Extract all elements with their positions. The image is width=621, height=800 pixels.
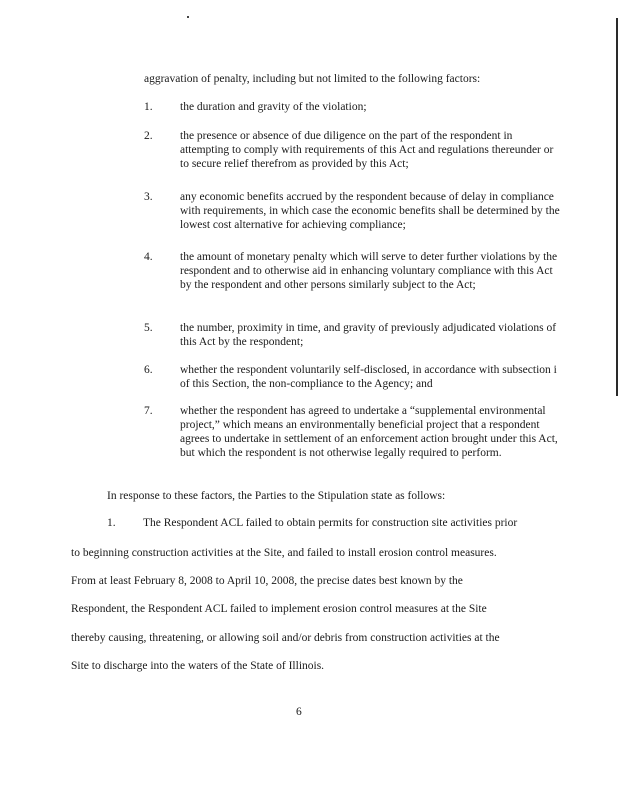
factor-number: 5. <box>144 322 153 334</box>
factor-text: whether the respondent has agreed to undertake a “supplemental environmental project,” which means an environmentally beneficial project that a respondent agrees to undertake in settlement of an enforcement action brought under this Act, but which the respondent is not otherwise legally required to perform. <box>180 405 558 459</box>
scan-speck <box>187 16 189 18</box>
paragraph-line: thereby causing, threatening, or allowing soil and/or debris from construction activities at the <box>71 632 500 644</box>
response-intro: In response to these factors, the Parties to the Stipulation state as follows: <box>107 490 446 502</box>
factor-text: whether the respondent voluntarily self-disclosed, in accordance with subsection i of this Section, the non-compliance to the Agency; and <box>180 364 557 390</box>
paragraph-line: Respondent, the Respondent ACL failed to implement erosion control measures at the Site <box>71 603 487 615</box>
intro-text: aggravation of penalty, including but not limited to the following factors: <box>144 73 481 85</box>
factor-number: 1. <box>144 101 153 113</box>
paragraph-line: Site to discharge into the waters of the State of Illinois. <box>71 660 325 672</box>
paragraph-line: to beginning construction activities at the Site, and failed to install erosion control measures. <box>71 547 497 559</box>
paragraph-line: From at least February 8, 2008 to April 10, 2008, the precise dates best known by the <box>71 575 463 587</box>
factor-number: 6. <box>144 364 153 376</box>
factor-number: 2. <box>144 130 153 142</box>
factor-text: the number, proximity in time, and gravity of previously adjudicated violations of this Act by the respondent; <box>180 322 557 348</box>
factor-text: the amount of monetary penalty which will serve to deter further violations by the respondent and to otherwise aid in enhancing voluntary compliance with this Act by the respondent and other persons similarly subject to the Act; <box>180 251 558 291</box>
factor-text: the presence or absence of due diligence on the part of the respondent in attempting to comply with requirements of this Act and regulations thereunder or to secure relief therefrom as provided by this Act; <box>180 130 554 170</box>
factor-number: 3. <box>144 191 153 203</box>
factor-text: the duration and gravity of the violation; <box>180 101 367 113</box>
page-number: 6 <box>296 706 302 718</box>
factor-number: 4. <box>144 251 153 263</box>
factor-text: any economic benefits accrued by the respondent because of delay in compliance with requirements, in which case the economic benefits shall be determined by the lowest cost alternative for achieving compliance; <box>180 191 560 231</box>
factor-number: 7. <box>144 405 153 417</box>
scan-edge-line <box>616 18 618 396</box>
paragraph-line: The Respondent ACL failed to obtain permits for construction site activities prior <box>143 517 518 529</box>
paragraph-number: 1. <box>107 517 116 529</box>
